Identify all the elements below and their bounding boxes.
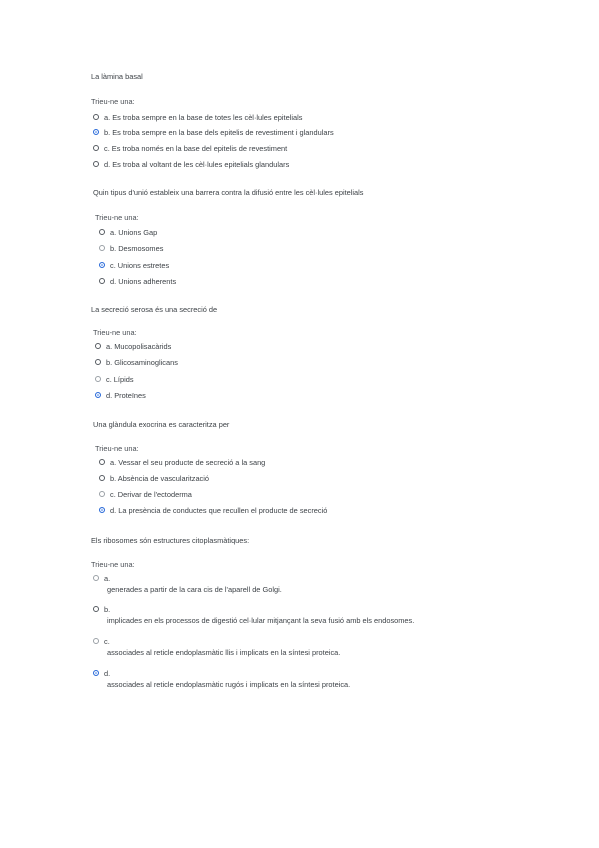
option-label: a. Es troba sempre en la base de totes les cèl·lules epitelials bbox=[104, 112, 303, 122]
question-3-prompt: La secreció serosa és una secreció de bbox=[91, 305, 218, 314]
option-label: b. Es troba sempre en la base dels epitelis de revestiment i glandulars bbox=[104, 127, 334, 137]
radio-icon[interactable] bbox=[95, 359, 101, 365]
question-2-option-b[interactable] bbox=[99, 242, 163, 254]
question-4-option-c[interactable] bbox=[99, 488, 192, 500]
question-3-option-b[interactable] bbox=[95, 356, 178, 368]
question-4-prompt: Una glàndula exocrina es caracteritza per bbox=[93, 420, 230, 429]
option-label: c. Unions estretes bbox=[110, 260, 170, 270]
radio-selected-icon[interactable] bbox=[95, 392, 101, 398]
radio-icon[interactable] bbox=[99, 229, 105, 235]
question-2-option-a[interactable] bbox=[99, 226, 157, 238]
option-label: d. Es troba al voltant de les cèl·lules epitelials glandulars bbox=[104, 159, 290, 169]
question-4-option-a[interactable] bbox=[99, 456, 265, 468]
radio-icon[interactable] bbox=[93, 114, 99, 120]
question-3-option-a[interactable] bbox=[95, 340, 171, 352]
option-label: c. Lípids bbox=[106, 374, 134, 384]
radio-icon[interactable] bbox=[93, 161, 99, 167]
question-5-option-a-text: generades a partir de la cara cis de l'aparell de Golgi. bbox=[107, 585, 282, 594]
question-4-instruction: Trieu-ne una: bbox=[95, 444, 139, 453]
question-2-option-d[interactable] bbox=[99, 275, 176, 287]
radio-icon[interactable] bbox=[93, 145, 99, 151]
radio-selected-icon[interactable] bbox=[99, 507, 105, 513]
radio-icon[interactable] bbox=[99, 475, 105, 481]
question-5-option-a[interactable] bbox=[93, 572, 110, 584]
question-4-option-b[interactable] bbox=[99, 472, 209, 484]
option-label: b. Glicosaminoglicans bbox=[106, 357, 178, 367]
question-5-option-d-text: associades al reticle endoplasmàtic rugós i implicats en la síntesi proteica. bbox=[107, 680, 351, 689]
option-label: b. Absència de vascularització bbox=[110, 473, 210, 483]
question-1-option-b[interactable] bbox=[93, 126, 334, 138]
question-1-option-c[interactable] bbox=[93, 142, 287, 154]
question-5-option-c-text: associades al reticle endoplasmàtic llis i implicats en la síntesi proteica. bbox=[107, 648, 341, 657]
radio-icon[interactable] bbox=[99, 491, 105, 497]
radio-icon[interactable] bbox=[93, 638, 99, 644]
radio-icon[interactable] bbox=[99, 245, 105, 251]
question-3-option-d[interactable] bbox=[95, 389, 146, 401]
question-5-prompt: Els ribosomes són estructures citoplasmàtiques: bbox=[91, 536, 250, 545]
option-letter: d. bbox=[104, 668, 111, 678]
radio-selected-icon[interactable] bbox=[93, 670, 99, 676]
question-2-option-c[interactable] bbox=[99, 259, 169, 271]
radio-icon[interactable] bbox=[95, 343, 101, 349]
radio-selected-icon[interactable] bbox=[99, 262, 105, 268]
question-1-option-d[interactable] bbox=[93, 158, 289, 170]
question-1-option-a[interactable] bbox=[93, 111, 302, 123]
question-5-instruction: Trieu-ne una: bbox=[91, 560, 135, 569]
option-label: d. Unions adherents bbox=[110, 276, 177, 286]
question-1-instruction: Trieu-ne una: bbox=[91, 97, 135, 106]
option-label: c. Es troba només en la base del epitelis de revestiment bbox=[104, 143, 288, 153]
option-label: d. Proteïnes bbox=[106, 390, 146, 400]
question-2-instruction: Trieu-ne una: bbox=[95, 213, 139, 222]
question-5-option-c[interactable] bbox=[93, 635, 110, 647]
question-3-instruction: Trieu-ne una: bbox=[93, 328, 137, 337]
radio-icon[interactable] bbox=[99, 278, 105, 284]
option-label: a. Unions Gap bbox=[110, 227, 158, 237]
question-4-option-d[interactable] bbox=[99, 504, 327, 516]
radio-icon[interactable] bbox=[93, 575, 99, 581]
question-5-option-d[interactable] bbox=[93, 667, 110, 679]
radio-icon[interactable] bbox=[99, 459, 105, 465]
radio-selected-icon[interactable] bbox=[93, 129, 99, 135]
option-label: b. Desmosomes bbox=[110, 243, 164, 253]
question-5-option-b[interactable] bbox=[93, 603, 110, 615]
option-letter: a. bbox=[104, 573, 111, 583]
option-label: c. Derivar de l'ectoderma bbox=[110, 489, 192, 499]
question-2-prompt: Quin tipus d'unió estableix una barrera contra la difusió entre les cèl·lules epitelials bbox=[93, 188, 364, 197]
question-5-option-b-text: implicades en els processos de digestió cel·lular mitjançant la seva fusió amb els endosomes. bbox=[107, 616, 415, 625]
option-label: d. La presència de conductes que recullen el producte de secreció bbox=[110, 505, 328, 515]
option-letter: c. bbox=[104, 636, 110, 646]
question-3-option-c[interactable] bbox=[95, 373, 134, 385]
option-letter: b. bbox=[104, 604, 111, 614]
radio-icon[interactable] bbox=[95, 376, 101, 382]
option-label: a. Mucopolisacàrids bbox=[106, 341, 172, 351]
question-1-prompt: La làmina basal bbox=[91, 72, 143, 81]
option-label: a. Vessar el seu producte de secreció a la sang bbox=[110, 457, 266, 467]
radio-icon[interactable] bbox=[93, 606, 99, 612]
